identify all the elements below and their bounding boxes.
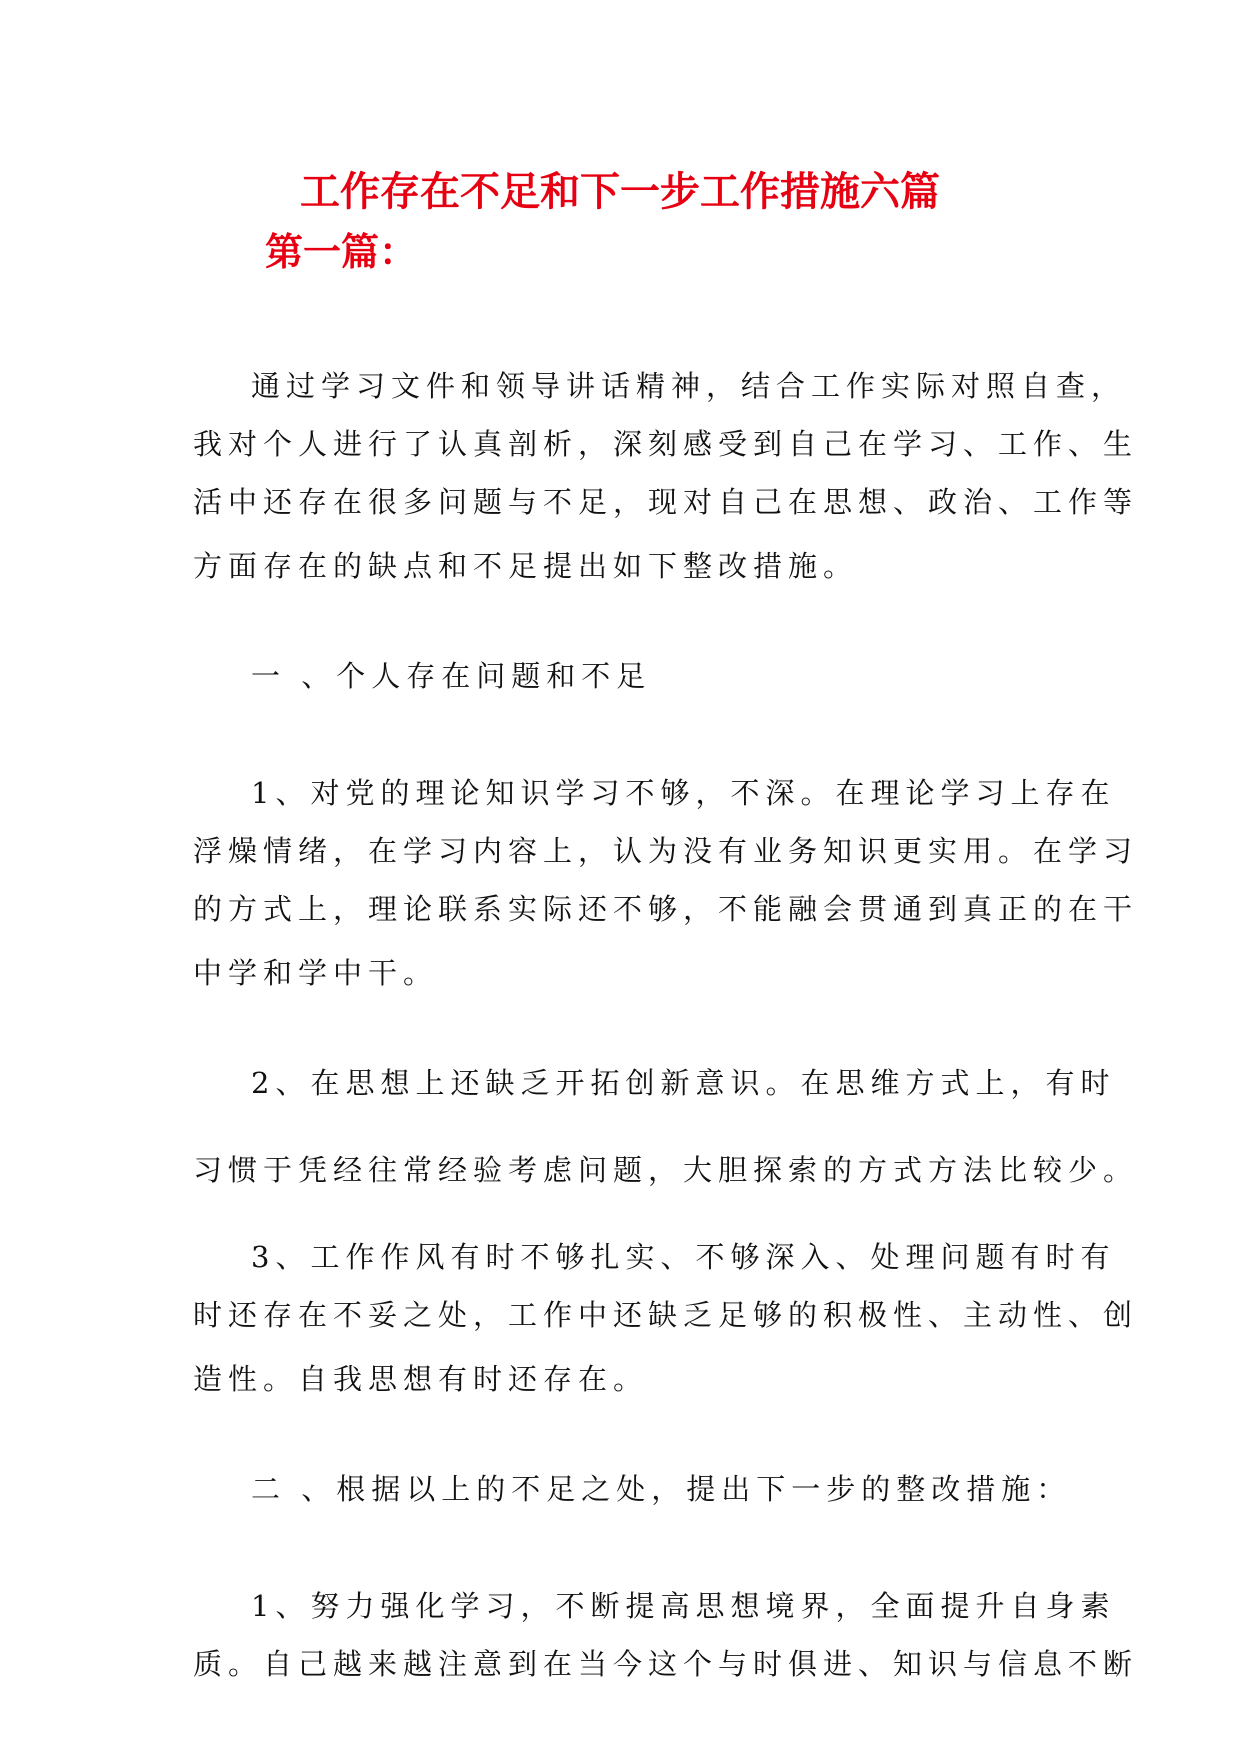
text-line: 3、工作作风有时不够扎实、不够深入、处理问题有时有	[251, 1240, 1116, 1274]
text-line: 造性。自我思想有时还存在。	[193, 1362, 649, 1396]
text-line: 1、对党的理论知识学习不够，不深。在理论学习上存在	[251, 776, 1116, 810]
measure-item-1	[193, 1577, 1139, 1693]
text-line: 浮燥情绪，在学习内容上，认为没有业务知识更实用。在学习	[193, 834, 1139, 868]
text-line: 我对个人进行了认真剖析，深刻感受到自己在学习、工作、生	[193, 427, 1139, 461]
problem-item-2	[193, 1054, 1139, 1199]
text-line: 习惯于凭经往常经验考虑问题，大胆探索的方式方法比较少。	[193, 1153, 1139, 1187]
text-line: 中学和学中干。	[193, 956, 439, 990]
text-line: 1、努力强化学习，不断提高思想境界，全面提升自身素	[251, 1589, 1116, 1623]
text-line: 通过学习文件和领导讲话精神，结合工作实际对照自查，	[251, 369, 1127, 403]
section-two-heading	[193, 1460, 1072, 1518]
document-title: 工作存在不足和下一步工作措施六篇	[300, 168, 940, 215]
text-line: 一 、个人存在问题和不足	[251, 659, 652, 693]
section-heading: 第一篇：	[265, 229, 418, 274]
text-line: 方面存在的缺点和不足提出如下整改措施。	[193, 549, 859, 583]
problem-item-1	[193, 764, 1139, 1002]
text-line: 活中还存在很多问题与不足，现对自己在思想、政治、工作等	[193, 485, 1139, 519]
text-line: 质。自己越来越注意到在当今这个与时俱进、知识与信息不断	[193, 1647, 1139, 1681]
text-line: 2、在思想上还缺乏开拓创新意识。在思维方式上，有时	[251, 1066, 1116, 1100]
problem-item-3	[193, 1228, 1139, 1408]
paragraph-intro	[193, 357, 1139, 595]
text-line: 时还存在不妥之处，工作中还缺乏足够的积极性、主动性、创	[193, 1298, 1139, 1332]
section-one-heading	[193, 647, 1053, 705]
text-line: 的方式上，理论联系实际还不够，不能融会贯通到真正的在干	[193, 892, 1139, 926]
text-line: 二 、根据以上的不足之处，提出下一步的整改措施：	[251, 1472, 1072, 1506]
